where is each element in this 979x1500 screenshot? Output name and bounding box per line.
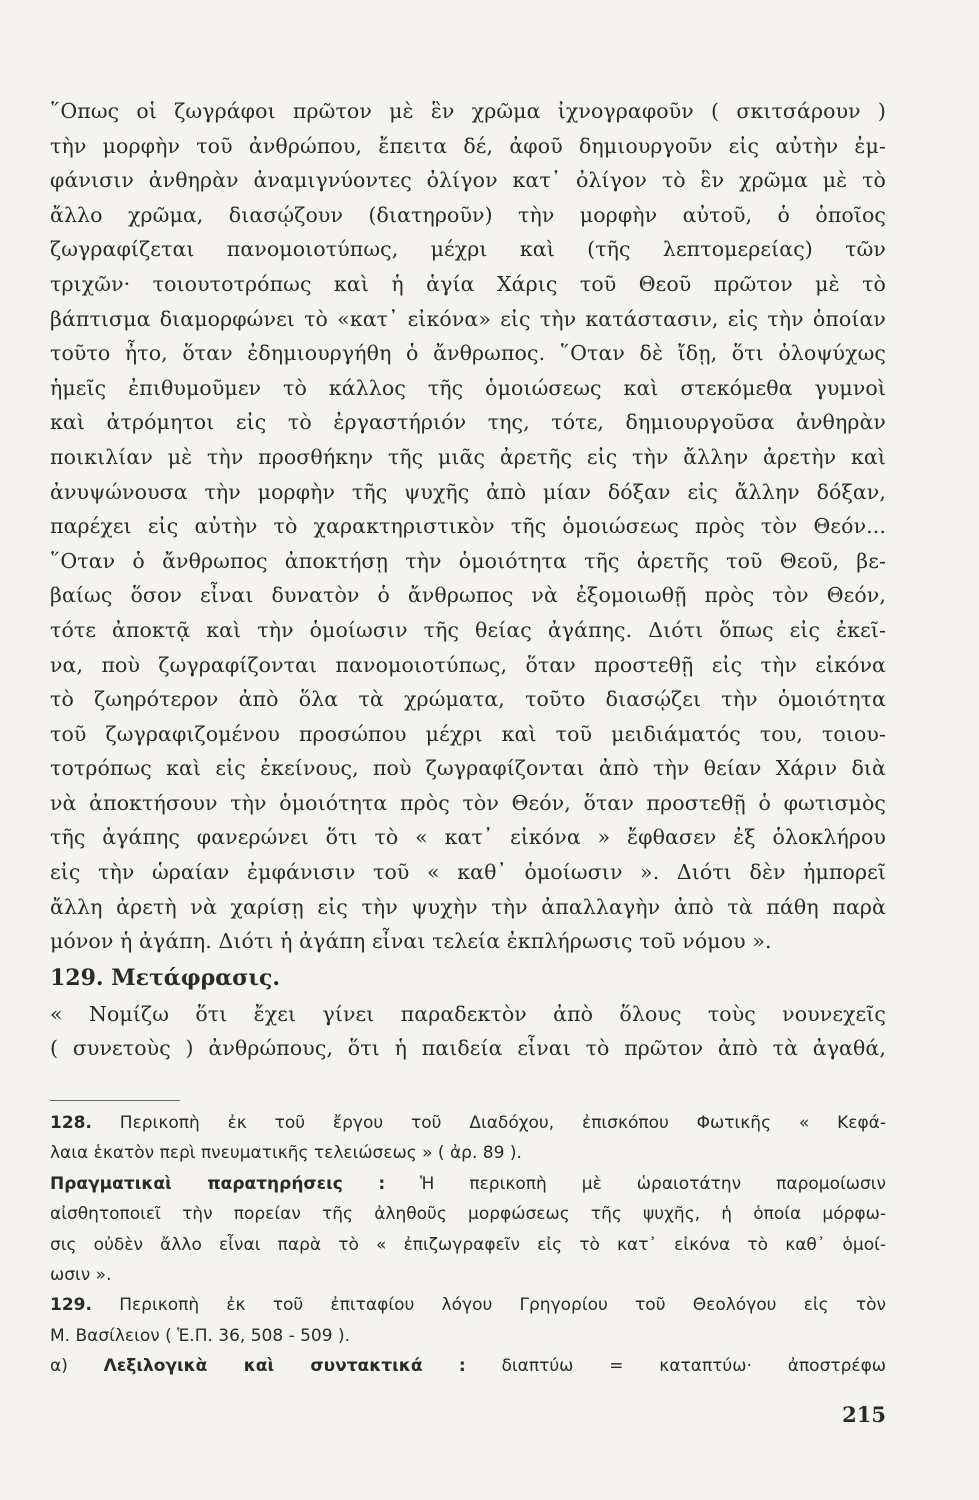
page-number: 215 <box>842 1402 886 1427</box>
text-line: ἄλλο χρῶμα, διασῴζουν (διατηροῦν) τὴν μορφὴν αὐτοῦ, ὁ ὁποῖος <box>50 202 886 227</box>
text-line: ποικιλίαν μὲ τὴν προσθήκην τῆς μιᾶς ἀρετῆς εἰς τὴν ἄλλην ἀρετὴν καὶ <box>50 444 886 469</box>
footnote-line <box>50 1108 886 1138</box>
footnote-line <box>50 1290 886 1320</box>
text-line: εἰς τὴν ὡραίαν ἐμφάνισιν τοῦ « καθ᾽ ὁμοίωσιν ». Διότι δὲν ἠμπορεῖ <box>50 860 886 885</box>
footnote-text: Ἡ περικοπὴ μὲ ὡραιοτάτην παρομοίωσιν <box>420 1173 887 1194</box>
text-line: τὴν μορφὴν τοῦ ἀνθρώπου, ἔπειτα δέ, ἀφοῦ δημιουργοῦν εἰς αὐτὴν ἐμ- <box>50 133 886 158</box>
footnotes <box>50 1108 886 1382</box>
text-line: ἄλλη ἀρετὴ νὰ χαρίσῃ εἰς τὴν ψυχὴν τὴν ἀπαλλαγὴν ἀπὸ τὰ πάθη παρὰ <box>50 894 886 919</box>
footnote-number: 128. <box>50 1113 92 1133</box>
footnote-number: 129. <box>50 1295 92 1316</box>
lexical-label: Λεξιλογικὰ καὶ συντακτικά : <box>103 1356 466 1377</box>
footnote-line: λαια ἑκατὸν περὶ πνευματικῆς τελειώσεως » ( ἀρ. 89 ). <box>50 1143 522 1164</box>
footnote-line: ωσιν ». <box>50 1264 112 1285</box>
text-line: καὶ ἀτρόμητοι εἰς τὸ ἐργαστήριόν της, τότε, δημιουργοῦσα ἀνθηρὰν <box>50 410 886 435</box>
footnote-line: αἰσθητοποιεῖ τὴν πορείαν τῆς ἀληθοῦς μορφώσεως τῆς ψυχῆς, ἡ ὁποία μόρφω- <box>50 1204 886 1225</box>
footnote-text: διαπτύω = καταπτύω· ἀποστρέφω <box>501 1356 887 1377</box>
footnote-line <box>50 1169 886 1199</box>
text-line: μόνον ἡ ἀγάπη. Διότι ἡ ἀγάπη εἶναι τελεία ἐκπλήρωσις τοῦ νόμου ». <box>50 929 772 954</box>
text-line: ( συνετοὺς ) ἀνθρώπους, ὅτι ἡ παιδεία εἶναι τὸ πρῶτον ἀπὸ τὰ ἀγαθά, <box>50 1036 886 1061</box>
text-line: φάνισιν ἀνθηρὰν ἀναμιγνύοντες ὀλίγον κατ᾽ ὀλίγον τὸ ἓν χρῶμα μὲ τὸ <box>50 168 886 193</box>
text-line: να, ποὺ ζωγραφίζονται πανομοιοτύπως, ὅταν προστεθῇ εἰς τὴν εἰκόνα <box>50 652 886 677</box>
text-line: ῞Οταν ὁ ἄνθρωπος ἀποκτήσῃ τὴν ὁμοιότητα τῆς ἀρετῆς τοῦ Θεοῦ, βε- <box>50 548 886 573</box>
section-heading: 129. Μετάφρασις. <box>50 964 281 991</box>
footnote-text: Περικοπὴ ἐκ τοῦ ἐπιταφίου λόγου Γρηγορίου τοῦ Θεολόγου εἰς τὸν <box>119 1295 886 1316</box>
text-line: τότε ἀποκτᾷ καὶ τὴν ὁμοίωσιν τῆς θείας ἀγάπης. Διότι ὅπως εἰς ἐκεῖ- <box>50 617 886 642</box>
footnote-text: Περικοπὴ ἐκ τοῦ ἔργου τοῦ Διαδόχου, ἐπισκόπου Φωτικῆς « Κεφά- <box>119 1113 887 1133</box>
text-line: παρέχει εἰς αὐτὴν τὸ χαρακτηριστικὸν τῆς ὁμοιώσεως πρὸς τὸν Θεόν... <box>50 514 886 539</box>
text-line: νὰ ἀποκτήσουν τὴν ὁμοιότητα πρὸς τὸν Θεόν, ὅταν προστεθῇ ὁ φωτισμὸς <box>50 790 886 815</box>
text-line: ζωγραφίζεται πανομοιοτύπως, μέχρι καὶ (τῆς λεπτομερείας) τῶν <box>50 237 886 262</box>
alpha-marker: α) <box>50 1356 68 1377</box>
footnote-divider <box>50 1100 180 1101</box>
text-line: βάπτισμα διαμορφώνει τὸ «κατ᾽ εἰκόνα» εἰς τὴν κατάστασιν, εἰς τὴν ὁποίαν <box>50 306 886 331</box>
text-line: « Νομίζω ὅτι ἔχει γίνει παραδεκτὸν ἀπὸ ὅλους τοὺς νουνεχεῖς <box>50 1001 886 1026</box>
footnote-line: Μ. Βασίλειον ( Ἑ.Π. 36, 508 - 509 ). <box>50 1325 351 1346</box>
text-line: τοτρόπως καὶ εἰς ἐκείνους, ποὺ ζωγραφίζονται ἀπὸ τὴν θείαν Χάριν διὰ <box>50 756 886 781</box>
text-line: τοῦτο ἦτο, ὅταν ἐδημιουργήθη ὁ ἄνθρωπος. ῞Οταν δὲ ἴδῃ, ὅτι ὁλοψύχως <box>50 341 886 366</box>
text-line: τὸ ζωηρότερον ἀπὸ ὅλα τὰ χρώματα, τοῦτο διασῴζει τὴν ὁμοιότητα <box>50 687 886 712</box>
text-line: ἀνυψώνουσα τὴν μορφὴν τῆς ψυχῆς ἀπὸ μίαν δόξαν εἰς ἄλλην δόξαν, <box>50 479 886 504</box>
remarks-label: Πραγματικαὶ παρατηρήσεις : <box>50 1173 386 1194</box>
footnote-line: σις οὐδὲν ἄλλο εἶναι παρὰ τὸ « ἐπιζωγραφεῖν εἰς τὸ κατ᾽ εἰκόνα τὸ καθ᾽ ὁμοί- <box>50 1234 886 1255</box>
main-text <box>50 94 886 1066</box>
text-line: βαίως ὅσον εἶναι δυνατὸν ὁ ἄνθρωπος νὰ ἐξομοιωθῇ πρὸς τὸν Θεόν, <box>50 583 886 608</box>
text-line: ἡμεῖς ἐπιθυμοῦμεν τὸ κάλλος τῆς ὁμοιώσεως καὶ στεκόμεθα γυμνοὶ <box>50 375 886 400</box>
footnote-line <box>50 1351 886 1381</box>
text-line: ῞Οπως οἱ ζωγράφοι πρῶτον μὲ ἓν χρῶμα ἰχνογραφοῦν ( σκιτσάρουν ) <box>50 99 886 123</box>
text-line: τριχῶν· τοιουτοτρόπως καὶ ἡ ἁγία Χάρις τοῦ Θεοῦ πρῶτον μὲ τὸ <box>50 271 886 296</box>
text-line: τοῦ ζωγραφιζομένου προσώπου μέχρι καὶ τοῦ μειδιάματός του, τοιου- <box>50 721 886 746</box>
text-line: τῆς ἀγάπης φανερώνει ὅτι τὸ « κατ᾽ εἰκόνα » ἔφθασεν ἐξ ὁλοκλήρου <box>50 825 886 850</box>
